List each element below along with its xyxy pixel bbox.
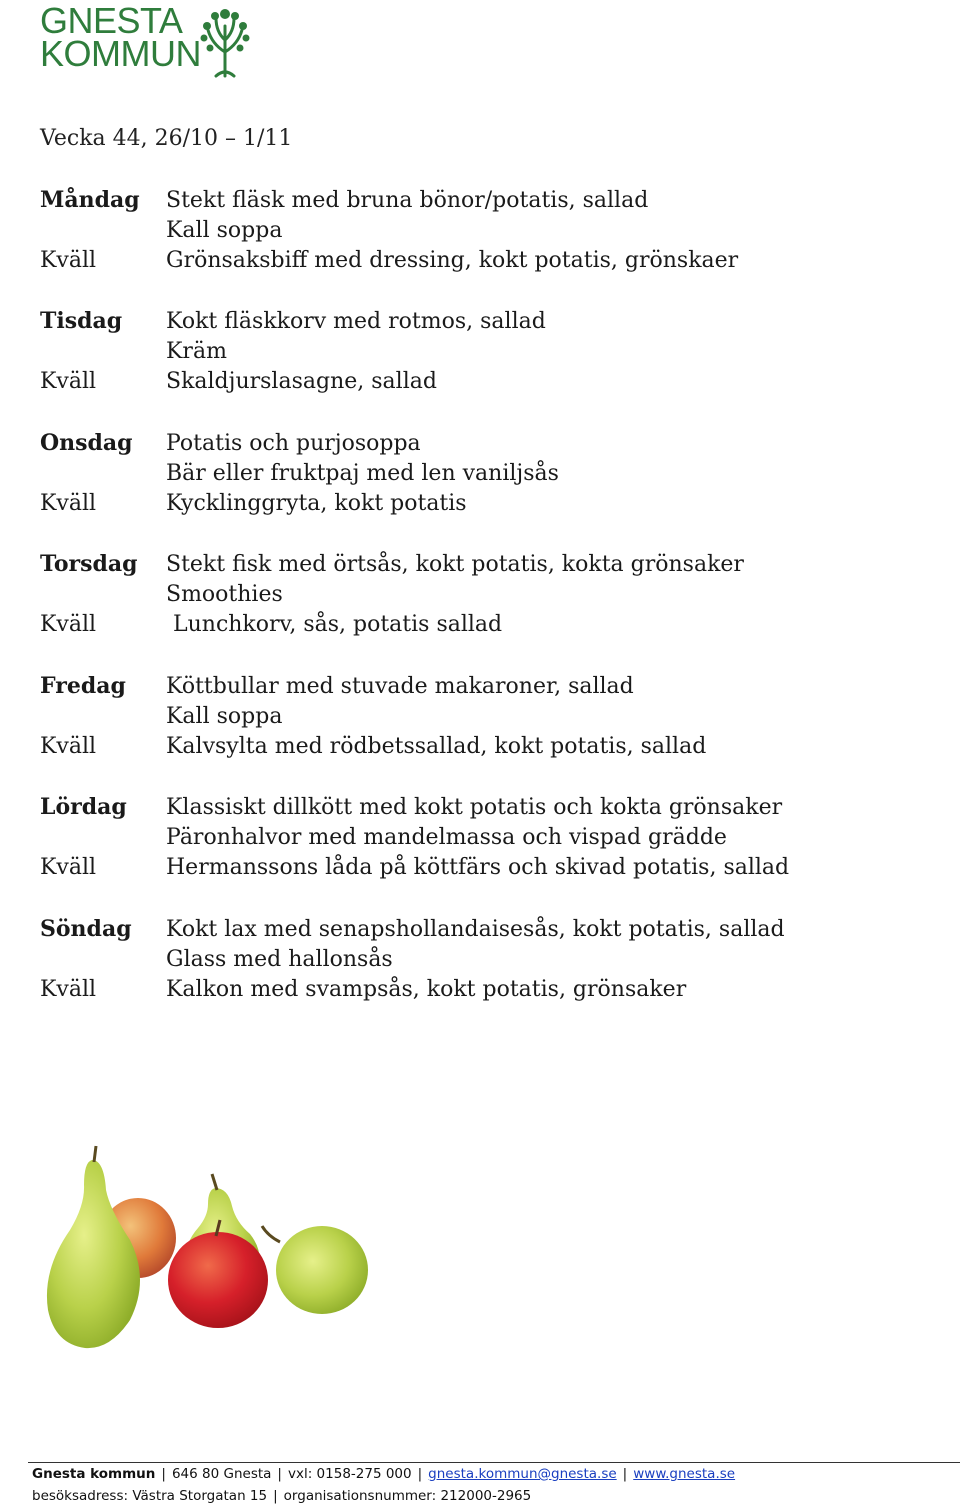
footer-org: Gnesta kommun [32, 1466, 156, 1482]
lunch: Kokt fläskkorv med rotmos, sallad [166, 309, 546, 334]
footer-visit-row: besöksadress: Västra Storgatan 15 | organisationsnummer: 212000-2965 [32, 1488, 532, 1504]
dessert: Kall soppa [166, 217, 283, 243]
dessert: Glass med hallonsås [166, 946, 393, 972]
day-friday [40, 673, 920, 765]
dessert: Bär eller fruktpaj med len vaniljsås [166, 460, 559, 486]
dinner: Kalvsylta med rödbetssallad, kokt potatis, sallad [166, 734, 707, 759]
dinner: Grönsaksbiff med dressing, kokt potatis, grönskaer [166, 248, 739, 273]
evening-label: Kväll [40, 734, 97, 759]
pear-right-icon [262, 1226, 368, 1314]
dinner: Hermanssons låda på köttfärs och skivad potatis, sallad [166, 855, 790, 880]
evening-label: Kväll [40, 248, 97, 273]
day-wednesday [40, 430, 920, 522]
evening-label: Kväll [40, 977, 97, 1002]
day-name: Måndag [40, 187, 140, 213]
footer [0, 1458, 960, 1505]
logo-wordmark [40, 0, 201, 74]
logo-line-2: KOMMUN [40, 33, 201, 74]
day-name: Fredag [40, 673, 126, 699]
dinner: Kalkon med svampsås, kokt potatis, grönsaker [166, 977, 687, 1002]
dessert: Smoothies [166, 581, 283, 607]
evening-label: Kväll [40, 612, 97, 637]
footer-email-link[interactable]: gnesta.kommun@gnesta.se [428, 1466, 617, 1482]
red-apple-icon [168, 1220, 268, 1328]
gnesta-logo [40, 0, 260, 80]
dessert: Kräm [166, 338, 227, 364]
lunch: Kokt lax med senapshollandaisesås, kokt potatis, sallad [166, 917, 785, 942]
dessert: Päronhalvor med mandelmassa och vispad grädde [166, 824, 727, 850]
day-name: Tisdag [40, 308, 123, 334]
week-title: Vecka 44, 26/10 – 1/11 [40, 126, 293, 151]
day-monday [40, 187, 920, 279]
lunch: Potatis och purjosoppa [166, 431, 421, 456]
footer-divider [28, 1462, 960, 1463]
footer-phone: vxl: 0158-275 000 [287, 1466, 412, 1482]
footer-visit-address: besöksadress: Västra Storgatan 15 [32, 1488, 268, 1504]
lunch: Klassiskt dillkött med kokt potatis och kokta grönsaker [166, 795, 783, 820]
footer-web-link[interactable]: www.gnesta.se [633, 1466, 736, 1482]
day-saturday [40, 794, 920, 886]
pear-left-icon [47, 1146, 140, 1348]
fruit-illustration [30, 1130, 390, 1360]
day-name: Söndag [40, 916, 132, 942]
footer-address: 646 80 Gnesta [171, 1466, 272, 1482]
dinner: Kycklinggryta, kokt potatis [166, 491, 467, 516]
day-sunday [40, 916, 920, 1008]
logo-line-1: GNESTA [40, 0, 183, 41]
dessert: Kall soppa [166, 703, 283, 729]
dinner: Lunchkorv, sås, potatis sallad [166, 612, 503, 637]
evening-label: Kväll [40, 855, 97, 880]
day-name: Lördag [40, 794, 127, 820]
footer-contact-row: Gnesta kommun | 646 80 Gnesta | vxl: 0158-275 000 | gnesta.kommun@gnesta.se | www.gnesta.se [32, 1466, 736, 1482]
day-name: Torsdag [40, 551, 138, 577]
tree-icon [198, 4, 252, 78]
day-tuesday [40, 308, 920, 400]
lunch: Köttbullar med stuvade makaroner, sallad [166, 674, 634, 699]
dinner: Skaldjurslasagne, sallad [166, 369, 437, 394]
evening-label: Kväll [40, 369, 97, 394]
evening-label: Kväll [40, 491, 97, 516]
lunch: Stekt fläsk med bruna bönor/potatis, sallad [166, 188, 649, 213]
day-thursday [40, 551, 920, 643]
day-name: Onsdag [40, 430, 133, 456]
lunch: Stekt fisk med örtsås, kokt potatis, kokta grönsaker [166, 552, 744, 577]
footer-orgnr: organisationsnummer: 212000-2965 [283, 1488, 532, 1504]
